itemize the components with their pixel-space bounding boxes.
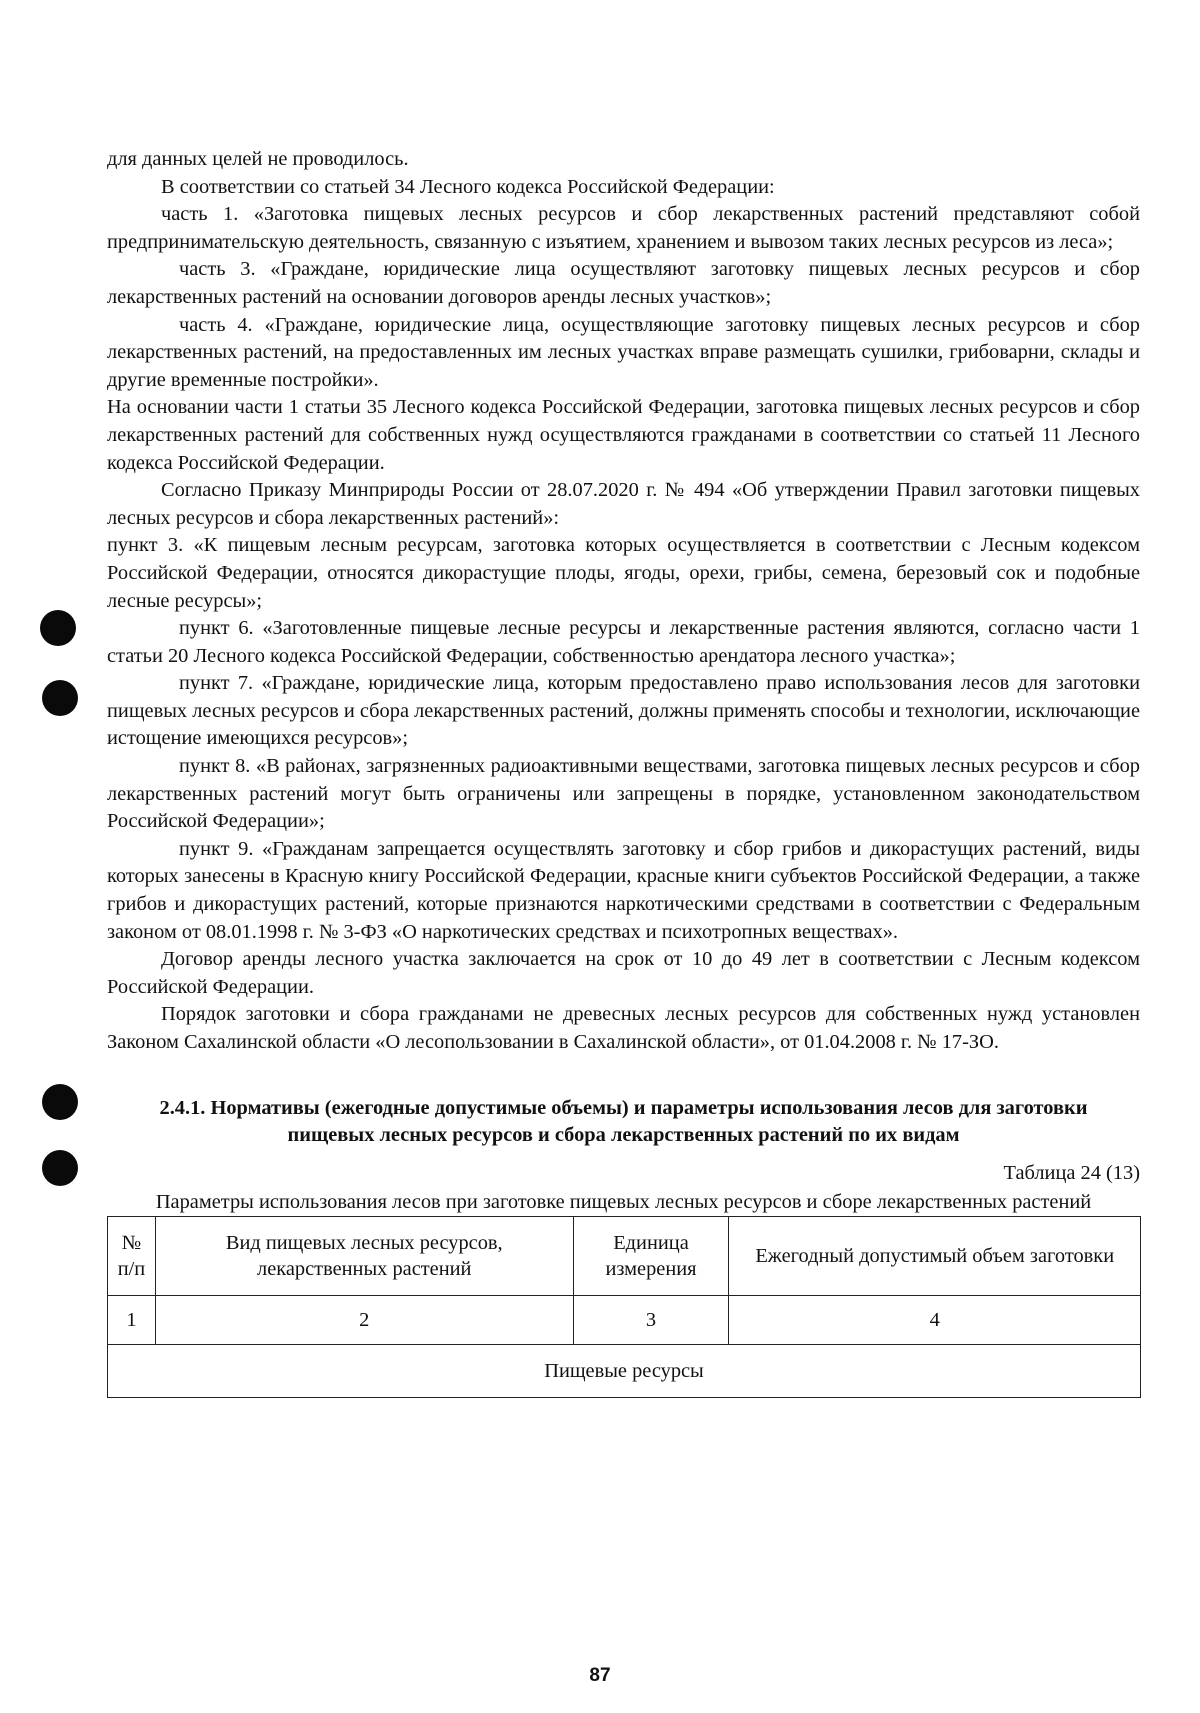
table-header-row — [108, 1217, 1141, 1296]
paragraph: Согласно Приказу Минприроды России от 28.07.2020 г. № 494 «Об утверждении Правил заготовки пищевых лесных ресурсов и сбора лекарственных растений»: — [107, 479, 1140, 529]
body-text — [107, 146, 1140, 1057]
header-resource-type: Вид пищевых лесных ресурсов, лекарственных растений — [155, 1217, 573, 1296]
page-number: 87 — [589, 1665, 611, 1686]
paragraph: пункт 6. «Заготовленные пищевые лесные ресурсы и лекарственные растения являются, согласно части 1 статьи 20 Лесного кодекса Российской Федерации, собственностью арендатора лесного участка»; — [107, 617, 1140, 667]
header-annual-volume: Ежегодный допустимый объем заготовки — [729, 1217, 1141, 1296]
paragraph: пункт 3. «К пищевым лесным ресурсам, заготовка которых осуществляется в соответствии с Лесным кодексом Российской Федерации, относятся дикорастущие плоды, ягоды, орехи, грибы, семена, березовый сок и подобные лесные ресурсы»; — [107, 534, 1140, 612]
table-column-number-row — [108, 1296, 1141, 1345]
section-title: 2.4.1. Нормативы (ежегодные допустимые объемы) и параметры использования лесов для заготовки пищевых лесных ресурсов и сбора лекарственных растений по их видам — [159, 1096, 1088, 1147]
paragraph: часть 1. «Заготовка пищевых лесных ресурсов и сбор лекарственных растений представляют собой предпринимательскую деятельность, связанную с изъятием, хранением и вывозом таких лесных ресурсов из леса»; — [107, 203, 1140, 253]
table-number: Таблица 24 (13) — [1003, 1161, 1140, 1184]
document-page — [107, 146, 1140, 1398]
paragraph: пункт 7. «Граждане, юридические лица, которым предоставлено право использования лесов для заготовки пищевых лесных ресурсов и сбора лекарственных растений, должны применять способы и технологии, исключающие истощение имеющихся ресурсов»; — [107, 672, 1140, 750]
column-number-cell: 4 — [729, 1296, 1141, 1345]
paragraph: для данных целей не проводилось. — [107, 148, 409, 170]
punch-hole — [40, 610, 76, 646]
parameters-table — [107, 1216, 1141, 1398]
paragraph: пункт 9. «Гражданам запрещается осуществлять заготовку и сбор грибов и дикорастущих растений, виды которых занесены в Красную книгу Российской Федерации, красные книги субъектов Российской Федерации, а также грибов и дикорастущих растений, которые признаются наркотическими средствами в соответствии с Федеральным законом от 08.01.1998 г. № 3-ФЗ «О наркотических средствах и психотропных веществах». — [107, 837, 1140, 943]
column-number-cell: 1 — [108, 1296, 156, 1345]
table-caption: Параметры использования лесов при заготовке пищевых лесных ресурсов и сборе лекарственных растений — [155, 1191, 1092, 1214]
paragraph: На основании части 1 статьи 35 Лесного кодекса Российской Федерации, заготовка пищевых лесных ресурсов и сбор лекарственных растений для собственных нужд осуществляются гражданами в соответствии со статьей 11 Лесного кодекса Российской Федерации. — [107, 396, 1140, 474]
punch-hole — [42, 680, 78, 716]
paragraph: В соответствии со статьей 34 Лесного кодекса Российской Федерации: — [161, 175, 775, 198]
paragraph: часть 3. «Граждане, юридические лица осуществляют заготовку пищевых лесных ресурсов и сбор лекарственных растений на основании договоров аренды лесных участков»; — [107, 258, 1140, 308]
group-label: Пищевые ресурсы — [108, 1345, 1141, 1398]
punch-hole — [42, 1150, 78, 1186]
table-group-row — [108, 1345, 1141, 1398]
paragraph: Порядок заготовки и сбора гражданами не древесных лесных ресурсов для собственных нужд установлен Законом Сахалинской области «О лесопользовании в Сахалинской области», от 01.04.2008 г. № 17-ЗО. — [107, 1003, 1140, 1053]
punch-hole — [42, 1084, 78, 1120]
header-unit: Единица измерения — [573, 1217, 729, 1296]
column-number-cell: 2 — [155, 1296, 573, 1345]
paragraph: Договор аренды лесного участка заключается на срок от 10 до 49 лет в соответствии с Лесным кодексом Российской Федерации. — [107, 948, 1140, 998]
paragraph: часть 4. «Граждане, юридические лица, осуществляющие заготовку пищевых лесных ресурсов и сбор лекарственных растений, на предоставленных им лесных участках вправе размещать сушилки, грибоварни, склады и другие временные постройки». — [107, 313, 1140, 391]
paragraph: пункт 8. «В районах, загрязненных радиоактивными веществами, заготовка пищевых лесных ресурсов и сбор лекарственных растений могут быть ограничены или запрещены в порядке, установленном законодательством Российской Федерации»; — [107, 755, 1140, 833]
header-number: № п/п — [108, 1217, 156, 1296]
column-number-cell: 3 — [573, 1296, 729, 1345]
